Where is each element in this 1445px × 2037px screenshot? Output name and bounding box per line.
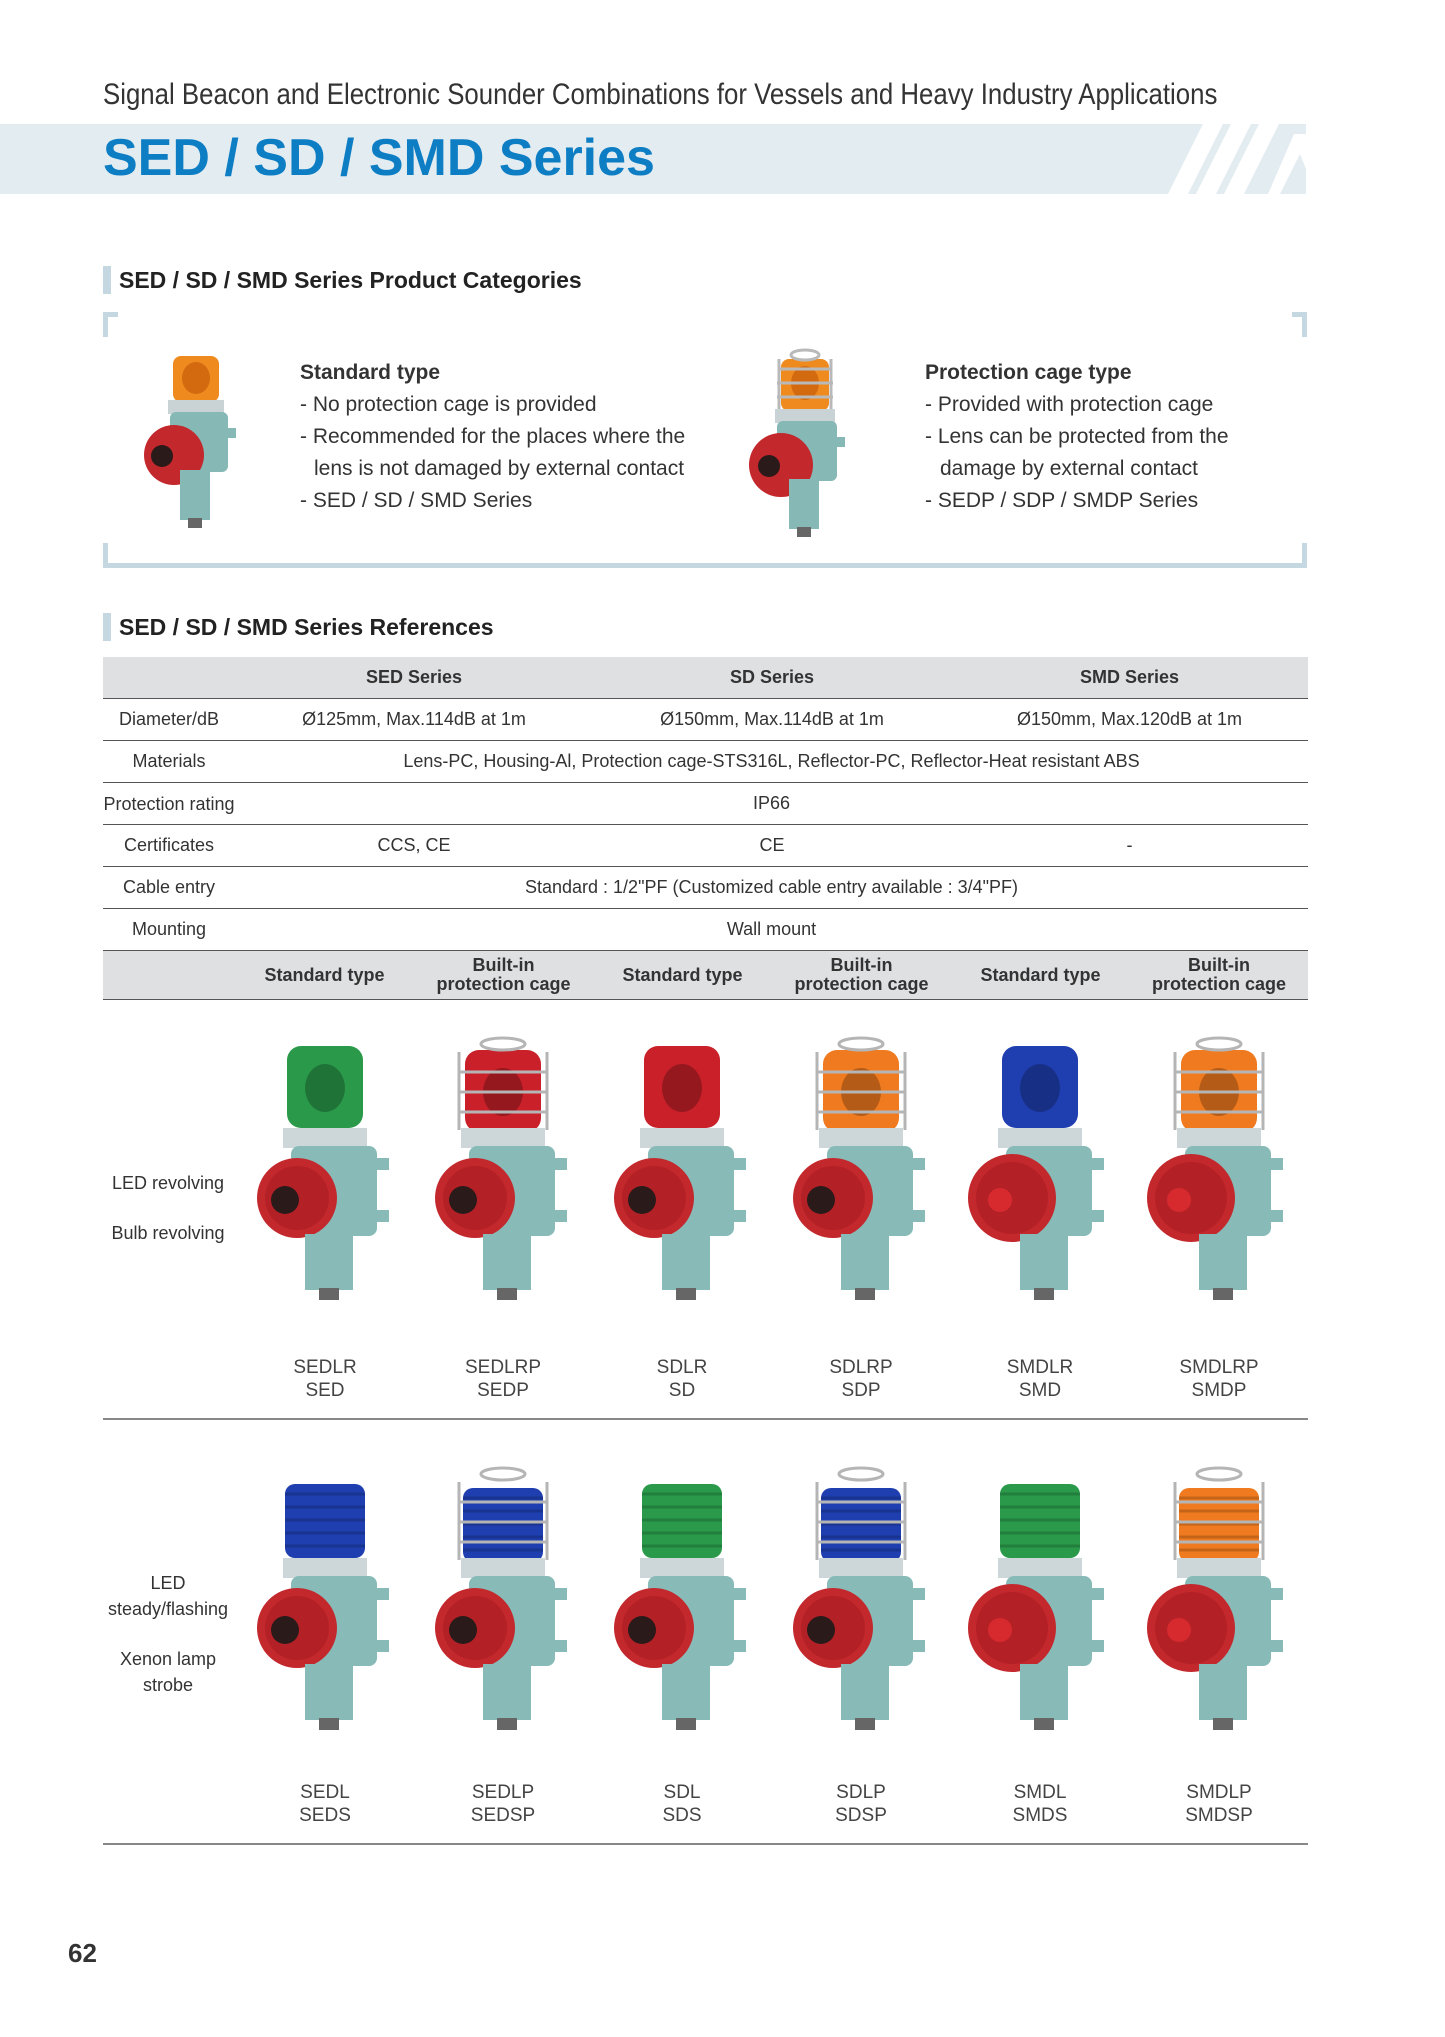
table-cell: Lens-PC, Housing-Al, Protection cage-STS316L, Reflector-PC, Reflector-Heat resistant ABS	[235, 741, 1308, 783]
model-code: SEDSP	[470, 1805, 536, 1826]
protection-cage-type-line: damage by external contact	[940, 457, 1198, 480]
product-image-sdlp	[786, 1460, 936, 1740]
product-image-sedlr	[250, 1030, 400, 1310]
product-image-sdl	[607, 1460, 757, 1740]
model-code: SMDLR	[1006, 1357, 1074, 1378]
table-cell: Wall mount	[235, 909, 1308, 951]
product-image-sdlrp	[786, 1030, 936, 1310]
table-cell: IP66	[235, 783, 1308, 825]
model-code: SEDLRP	[464, 1357, 542, 1378]
standard-type-image	[140, 350, 250, 540]
row-divider	[103, 1843, 1308, 1845]
protection-cage-type-image	[745, 345, 865, 545]
model-code: SDLR	[656, 1357, 708, 1378]
references-heading: SED / SD / SMD Series References	[103, 613, 494, 641]
row-label: Cable entry	[103, 867, 235, 909]
type-header: Built-in protection cage	[772, 951, 951, 1000]
standard-type-line: - No protection cage is provided	[300, 393, 597, 416]
table-cell: CE	[593, 825, 951, 867]
model-code: SMDL	[1013, 1782, 1067, 1803]
model-code: SEDS	[299, 1805, 351, 1826]
product-image-sedlrp	[428, 1030, 578, 1310]
page-number: 62	[68, 1938, 97, 1968]
standard-type-line: - Recommended for the places where the	[300, 425, 686, 448]
model-code: SMDLP	[1186, 1782, 1252, 1803]
table-cell: -	[951, 825, 1308, 867]
series-header: SMD Series	[951, 657, 1308, 699]
product-image-smdlp	[1144, 1460, 1294, 1740]
model-code: SEDL	[300, 1782, 350, 1803]
model-code: SMDSP	[1185, 1805, 1253, 1826]
series-header: SD Series	[593, 657, 951, 699]
product-image-sedl	[250, 1460, 400, 1740]
table-cell: Ø150mm, Max.120dB at 1m	[951, 699, 1308, 741]
page-subtitle: Signal Beacon and Electronic Sounder Combinations for Vessels and Heavy Industry Applications	[103, 78, 1218, 111]
series-header: SED Series	[235, 657, 593, 699]
model-code: SMDP	[1191, 1380, 1247, 1401]
product-image-smdlrp	[1144, 1030, 1294, 1310]
row2-label: strobe	[142, 1675, 194, 1695]
product-image-smdlr	[965, 1030, 1115, 1310]
header-decoration	[1168, 124, 1308, 194]
protection-cage-type-title: Protection cage type	[925, 361, 1132, 384]
model-code: SD	[668, 1380, 696, 1401]
model-code: SDP	[841, 1380, 881, 1401]
row2-label: steady/flashing	[107, 1599, 229, 1619]
references-table	[103, 657, 1308, 1000]
product-image-sedlp	[428, 1460, 578, 1740]
model-code: SED	[305, 1380, 345, 1401]
type-header: Standard type	[951, 951, 1130, 1000]
row1-label: Bulb revolving	[111, 1223, 225, 1243]
protection-cage-type-line: - Lens can be protected from the	[925, 425, 1229, 448]
model-code: SDLRP	[829, 1357, 893, 1378]
row-label: Certificates	[103, 825, 235, 867]
row-label: Materials	[103, 741, 235, 783]
model-code: SEDP	[477, 1380, 529, 1401]
cable-row	[103, 867, 1308, 909]
certificates-row	[103, 825, 1308, 867]
categories-heading: SED / SD / SMD Series Product Categories	[103, 266, 582, 294]
model-code: SEDLP	[471, 1782, 535, 1803]
standard-type-title: Standard type	[300, 361, 441, 384]
row2-label: LED	[150, 1573, 186, 1593]
row2-label: Xenon lamp	[119, 1649, 217, 1669]
table-cell: CCS, CE	[235, 825, 593, 867]
series-header-row	[103, 657, 1308, 699]
table-cell: Ø150mm, Max.114dB at 1m	[593, 699, 951, 741]
standard-type-line: lens is not damaged by external contact	[314, 457, 685, 480]
materials-row	[103, 741, 1308, 783]
model-code: SDL	[663, 1782, 701, 1803]
diameter-row	[103, 699, 1308, 741]
type-header-row	[103, 951, 1308, 1000]
mounting-row	[103, 909, 1308, 951]
standard-type-line: - SED / SD / SMD Series	[300, 489, 533, 512]
model-code: SDLP	[836, 1782, 886, 1803]
protection-row	[103, 783, 1308, 825]
row-divider	[103, 1418, 1308, 1420]
type-header: Standard type	[593, 951, 772, 1000]
protection-cage-type-line: - SEDP / SDP / SMDP Series	[925, 489, 1199, 512]
page-title: SED / SD / SMD Series	[103, 129, 655, 187]
product-image-sdlr	[607, 1030, 757, 1310]
table-cell: Standard : 1/2"PF (Customized cable entry available : 3/4"PF)	[235, 867, 1308, 909]
model-code: SDS	[662, 1805, 702, 1826]
row-label: Protection rating	[103, 783, 235, 825]
model-code: SMDS	[1012, 1805, 1068, 1826]
model-code: SDSP	[835, 1805, 887, 1826]
type-header: Standard type	[235, 951, 414, 1000]
model-code: SMDLRP	[1179, 1357, 1259, 1378]
type-header: Built-in protection cage	[414, 951, 593, 1000]
table-cell: Ø125mm, Max.114dB at 1m	[235, 699, 593, 741]
protection-cage-type-line: - Provided with protection cage	[925, 393, 1214, 416]
type-header: Built-in protection cage	[1130, 951, 1308, 1000]
model-code: SMD	[1018, 1380, 1062, 1401]
model-code: SEDLR	[293, 1357, 357, 1378]
row-label: Mounting	[103, 909, 235, 951]
product-image-smdl	[965, 1460, 1115, 1740]
row-label: Diameter/dB	[103, 699, 235, 741]
row1-label: LED revolving	[111, 1173, 225, 1193]
